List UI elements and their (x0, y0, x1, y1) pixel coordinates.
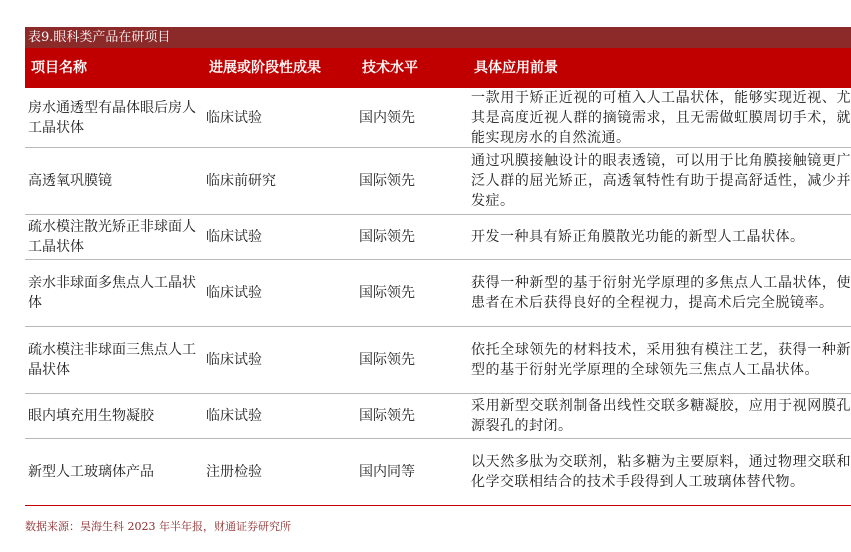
table-row (25, 148, 851, 215)
cell-project-name: 亲水非球面多焦点人工晶状体 (28, 275, 196, 311)
cell-progress: 临床试验 (206, 109, 262, 126)
header-prospect: 具体应用前景 (474, 60, 558, 76)
cell-tech-level: 国际领先 (359, 352, 415, 368)
cell-prospect: 开发一种具有矫正角膜散光功能的新型人工晶状体。 (471, 229, 805, 245)
cell-project-name: 新型人工玻璃体产品 (28, 464, 154, 480)
cell-project-name: 房水通透型有晶体眼后房人工晶状体 (28, 99, 196, 136)
cell-tech-level: 国内同等 (359, 464, 415, 480)
header-tech-level: 技术水平 (362, 60, 418, 76)
data-source-note: 数据来源：昊海生科 2023 年半年报，财通证券研究所 (25, 520, 291, 533)
table-row (25, 327, 851, 394)
table-row (25, 215, 851, 260)
cell-tech-level: 国际领先 (359, 285, 415, 301)
table-body (25, 88, 851, 506)
cell-project-name: 高透氧巩膜镜 (28, 173, 112, 189)
header-progress: 进展或阶段性成果 (209, 60, 321, 76)
cell-progress: 临床前研究 (206, 173, 276, 189)
cell-progress: 临床试验 (206, 408, 262, 424)
cell-progress: 临床试验 (206, 285, 262, 301)
table-row (25, 394, 851, 439)
table-row (25, 260, 851, 327)
table-row (25, 88, 851, 148)
table-header (25, 48, 851, 88)
cell-prospect: 获得一种新型的基于衍射光学原理的多焦点人工晶状体，使患者在术后获得良好的全程视力，提高术后完全脱镜率。 (471, 275, 851, 311)
cell-tech-level: 国际领先 (359, 173, 415, 189)
table-row (25, 439, 851, 506)
cell-prospect: 一款用于矫正近视的可植入人工晶状体，能够实现近视、尤其是高度近视人群的摘镜需求，且无需做虹膜周切手术，就能实现房水的自然流通。 (471, 89, 851, 146)
cell-tech-level: 国内领先 (359, 109, 415, 126)
cell-prospect: 通过巩膜接触设计的眼表透镜，可以用于比角膜接触镜更广泛人群的屈光矫正，高透氧特性有助于提高舒适性，减少并发症。 (471, 153, 851, 209)
cell-prospect: 采用新型交联剂制备出线性交联多糖凝胶，应用于视网膜孔源裂孔的封闭。 (471, 398, 851, 434)
cell-project-name: 眼内填充用生物凝胶 (28, 408, 154, 424)
cell-prospect: 以天然多肽为交联剂，粘多糖为主要原料，通过物理交联和化学交联相结合的技术手段得到人工玻璃体替代物。 (471, 454, 851, 490)
cell-project-name: 疏水模注非球面三焦点人工晶状体 (28, 342, 196, 378)
table-caption: 表9.眼科类产品在研项目 (25, 27, 851, 48)
cell-prospect: 依托全球领先的材料技术，采用独有模注工艺，获得一种新型的基于衍射光学原理的全球领先三焦点人工晶状体。 (471, 342, 851, 378)
cell-progress: 临床试验 (206, 352, 262, 368)
cell-tech-level: 国际领先 (359, 408, 415, 424)
cell-project-name: 疏水模注散光矫正非球面人工晶状体 (28, 219, 196, 255)
cell-progress: 注册检验 (206, 464, 262, 480)
cell-progress: 临床试验 (206, 229, 262, 245)
header-project-name: 项目名称 (31, 60, 87, 76)
cell-tech-level: 国际领先 (359, 229, 415, 245)
